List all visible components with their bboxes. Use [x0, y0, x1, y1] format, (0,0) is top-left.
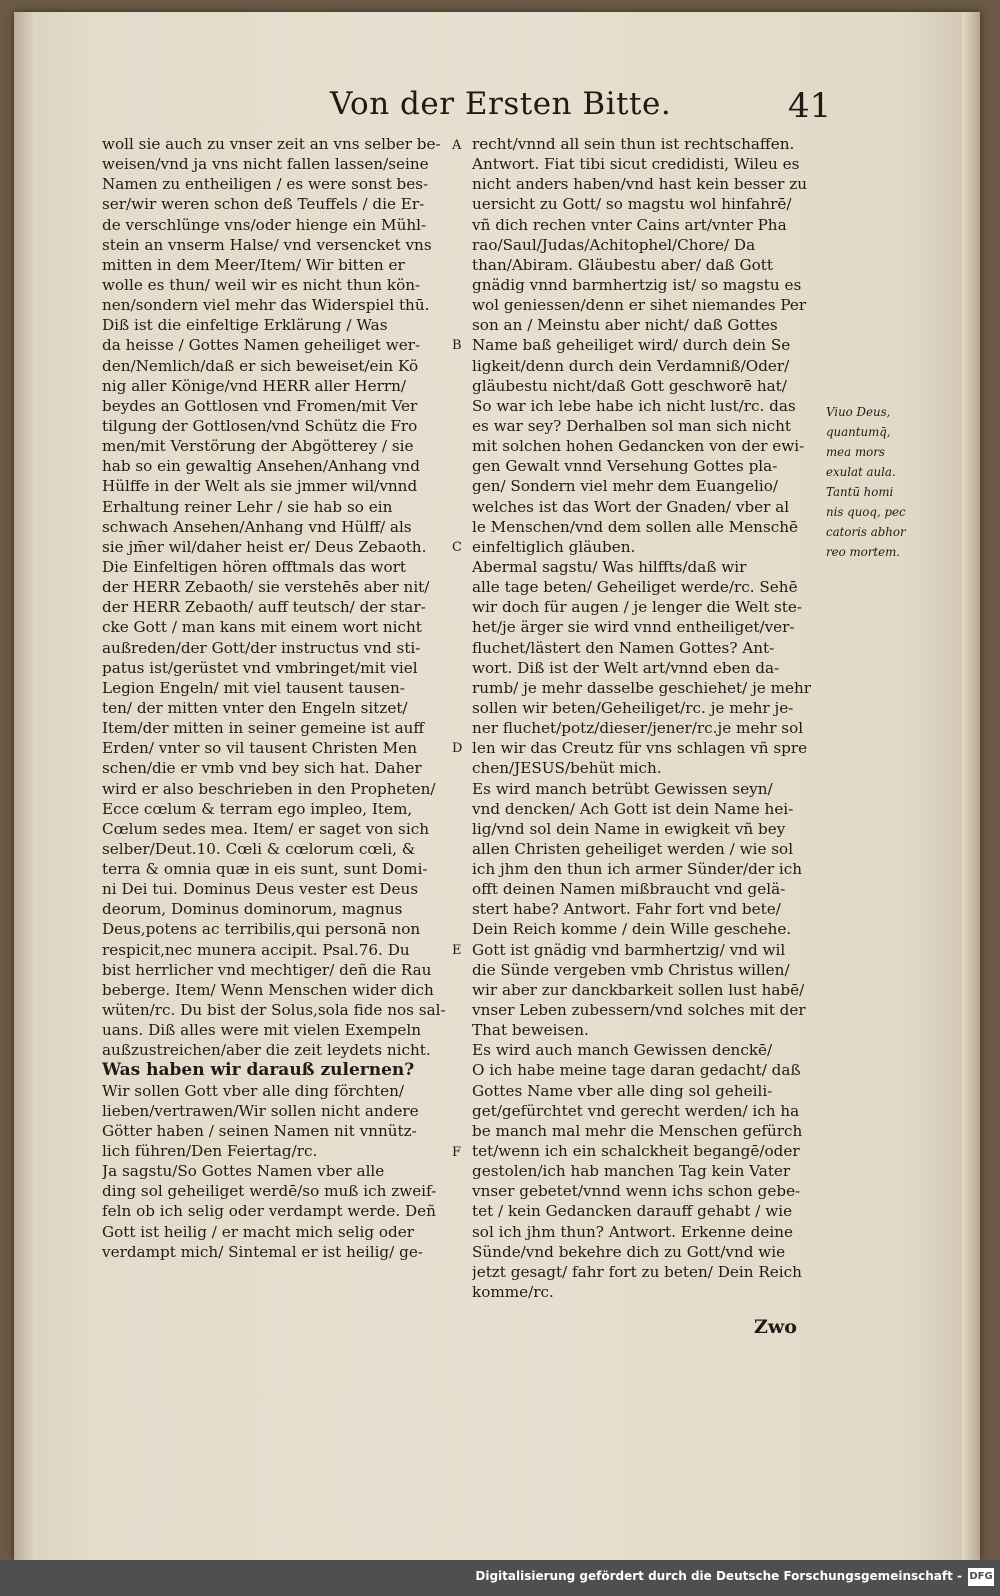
text-line: sie jm̄er wil/daher heist er/ Deus Zebaoth.	[102, 537, 427, 556]
text-line: nig aller Könige/vnd HERR aller Herrn/	[102, 376, 407, 395]
text-line: wir aber zur danckbarkeit sollen lust habē/	[472, 980, 805, 999]
text-line: der HERR Zebaoth/ sie verstehēs aber nit/	[102, 578, 430, 597]
page-edge	[962, 12, 980, 1560]
text-line: So war ich lebe habe ich nicht lust/rc. das	[472, 396, 796, 415]
text-line: komme/rc.	[472, 1283, 554, 1302]
margin-note-line: Tantū homi	[826, 485, 894, 499]
text-line: Dein Reich komme / dein Wille geschehe.	[472, 920, 792, 939]
text-line: wolle es thun/ weil wir es nicht thun kön-	[102, 275, 421, 294]
text-line: Götter haben / seinen Namen nit vnnütz-	[102, 1121, 417, 1140]
text-line: Ecce cœlum & terram ego impleo, Item,	[102, 799, 413, 818]
text-line: de verschlünge vns/oder hienge ein Mühl-	[102, 215, 427, 234]
text-line: gen/ Sondern viel mehr dem Euangelio/	[472, 477, 779, 496]
text-line: offt deinen Namen mißbraucht vnd gelä-	[472, 880, 786, 899]
text-line: ner fluchet/potz/dieser/jener/rc.je mehr sol	[472, 719, 804, 738]
text-line: ding sol geheiliget werdē/so muß ich zweif-	[102, 1182, 437, 1201]
text-line: Gott ist heilig / er macht mich selig oder	[102, 1222, 415, 1241]
text-line: Ja sagstu/So Gottes Namen vber alle	[102, 1162, 385, 1181]
text-line: Die Einfeltigen hören offtmals das wort	[102, 557, 406, 576]
text-line: vnd dencken/ Ach Gott ist dein Name hei-	[472, 799, 794, 818]
text-line: Gottes Name vber alle ding sol geheili-	[472, 1081, 773, 1100]
margin-note-line: Viuo Deus,	[826, 405, 891, 419]
text-line: wir doch für augen / je lenger die Welt ste-	[472, 598, 803, 617]
text-line: wort. Diß ist der Welt art/vnnd eben da-	[472, 658, 780, 677]
text-line: ten/ der mitten vnter den Engeln sitzet/	[102, 698, 408, 717]
text-line: selber/Deut.10. Cœli & cœlorum cœli, &	[102, 839, 416, 858]
section-marker-a: A	[452, 138, 462, 153]
text-line: Erden/ vnter so vil tausent Christen Men	[102, 739, 417, 758]
text-line: Deus,potens ac terribilis,qui personā non	[102, 920, 421, 939]
margin-note-line: quantumq̄,	[826, 425, 891, 439]
text-line: recht/vnnd all sein thun ist rechtschaffen.	[472, 135, 795, 153]
text-line: sol ich jhm thun? Antwort. Erkenne deine	[472, 1222, 793, 1241]
text-line: welches ist das Wort der Gnaden/ vber al	[472, 497, 790, 516]
text-line: wird er also beschrieben in den Propheten/	[102, 779, 436, 798]
text-line: lich führen/Den Feiertag/rc.	[102, 1142, 318, 1161]
text-line: weisen/vnd ja vns nicht fallen lassen/seine	[102, 155, 429, 174]
text-line: rao/Saul/Judas/Achitophel/Chore/ Da	[472, 235, 756, 254]
text-line: es war sey? Derhalben sol man sich nicht	[472, 416, 792, 435]
text-line: allen Christen geheiliget werden / wie sol	[472, 839, 794, 858]
text-line: sollen wir beten/Geheiliget/rc. je mehr je-	[472, 698, 794, 717]
text-line: feln ob ich selig oder verdampt werde. Deñ	[102, 1202, 436, 1221]
section-marker-b: B	[452, 338, 462, 353]
text-line: uersicht zu Gott/ so magstu wol hinfahrē/	[472, 195, 792, 214]
text-line: uans. Diß alles were mit vielen Exempeln	[102, 1021, 421, 1040]
margin-note-line: reo mortem.	[826, 545, 901, 559]
text-line: der HERR Zebaoth/ auff teutsch/ der star-	[102, 598, 426, 617]
text-line: Legion Engeln/ mit viel tausent tausen-	[102, 678, 405, 697]
text-line: Sünde/vnd bekehre dich zu Gott/vnd wie	[472, 1242, 786, 1261]
text-line: schen/die er vmb vnd bey sich hat. Daher	[102, 759, 422, 778]
text-line: vnser Leben zubessern/vnd solches mit der	[472, 1001, 806, 1020]
text-line: Hülffe in der Welt als sie jmmer wil/vnnd	[102, 477, 418, 496]
text-line: wüten/rc. Du bist der Solus,sola fide nos sal-	[102, 1001, 446, 1020]
margin-note-line: exulat aula.	[826, 465, 896, 479]
text-line: ligkeit/denn durch dein Verdamniß/Oder/	[472, 356, 790, 375]
text-line: That beweisen.	[472, 1021, 589, 1040]
footer-bar	[0, 1560, 1000, 1596]
text-line: ser/wir weren schon deß Teuffels / die Er-	[102, 195, 425, 214]
text-line: vnser gebetet/vnnd wenn ichs schon gebe-	[472, 1182, 801, 1201]
catchword: Zwo	[754, 1316, 797, 1338]
text-line: terra & omnia quæ in eis sunt, sunt Domi-	[102, 860, 428, 879]
text-line: nicht anders haben/vnd hast kein besser zu	[472, 175, 808, 194]
text-line: Cœlum sedes mea. Item/ er saget von sich	[102, 819, 429, 838]
text-line: außzustreichen/aber die zeit leydets nicht.	[102, 1041, 431, 1060]
text-line: le Menschen/vnd dem sollen alle Menschē	[472, 517, 799, 536]
text-line: cke Gott / man kans mit einem wort nicht	[102, 618, 422, 637]
text-line: mit solchen hohen Gedancken von der ewi-	[472, 437, 805, 456]
text-line: Wir sollen Gott vber alle ding förchten/	[102, 1081, 405, 1100]
text-line: Es wird auch manch Gewissen denckē/	[472, 1041, 773, 1060]
text-line: Item/der mitten in seiner gemeine ist auff	[102, 719, 425, 738]
text-line: gestolen/ich hab manchen Tag kein Vater	[472, 1162, 791, 1181]
text-line: hab so ein gewaltig Ansehen/Anhang vnd	[102, 457, 420, 476]
section-marker-f: F	[452, 1145, 462, 1160]
text-line: Erhaltung reiner Lehr / sie hab so ein	[102, 497, 393, 516]
text-line: het/je ärger sie wird vnnd entheiliget/ver-	[472, 618, 795, 637]
page-number: 41	[788, 86, 832, 126]
text-line: son an / Meinstu aber nicht/ daß Gottes	[472, 316, 778, 335]
margin-note	[826, 402, 918, 562]
text-line: einfeltiglich gläuben.	[472, 537, 636, 556]
text-line: nen/sondern viel mehr das Widerspiel thū.	[102, 296, 430, 315]
left-text-column	[102, 134, 447, 1262]
text-line: Diß ist die einfeltige Erklärung / Was	[102, 316, 388, 335]
margin-note-line: mea mors	[826, 445, 885, 459]
section-marker-c: C	[452, 540, 462, 555]
section-marker-e: E	[452, 943, 462, 958]
text-line: ni Dei tui. Dominus Deus vester est Deus	[102, 880, 419, 899]
text-line: Abermal sagstu/ Was hilffts/daß wir	[472, 557, 747, 576]
text-line: woll sie auch zu vnser zeit an vns selber be-	[102, 135, 441, 153]
text-line: respicit,nec munera accipit. Psal.76. Du	[102, 940, 410, 959]
text-line: jetzt gesagt/ fahr fort zu beten/ Dein Reich	[472, 1262, 802, 1281]
footer-credit: Digitalisierung gefördert durch die Deutsche Forschungsgemeinschaft -	[475, 1569, 962, 1583]
text-line: Namen zu entheiligen / es were sonst bes-	[102, 175, 429, 194]
text-line: vñ dich rechen vnter Cains art/vnter Pha	[472, 215, 787, 234]
text-line: Es wird manch betrübt Gewissen seyn/	[472, 779, 773, 798]
text-line: patus ist/gerüstet vnd vmbringet/mit viel	[102, 658, 418, 677]
text-line: ich jhm den thun ich armer Sünder/der ich	[472, 860, 803, 879]
text-line: mitten in dem Meer/Item/ Wir bitten er	[102, 255, 405, 274]
text-line: wol geniessen/denn er sihet niemandes Per	[472, 296, 807, 315]
text-line: tet / kein Gedancken darauff gehabt / wie	[472, 1202, 793, 1221]
text-line: gen Gewalt vnnd Versehung Gottes pla-	[472, 457, 778, 476]
text-line: tilgung der Gottlosen/vnd Schütz die Fro	[102, 416, 418, 435]
text-line: than/Abiram. Gläubestu aber/ daß Gott	[472, 255, 773, 274]
text-line: beydes an Gottlosen vnd Fromen/mit Ver	[102, 396, 418, 415]
text-line: tet/wenn ich ein schalckheit begangē/oder	[472, 1142, 800, 1161]
text-line: men/mit Verstörung der Abgötterey / sie	[102, 437, 414, 456]
text-line: get/gefürchtet vnd gerecht werden/ ich ha	[472, 1101, 800, 1120]
text-line: beberge. Item/ Wenn Menschen wider dich	[102, 980, 434, 999]
margin-note-line: catoris abhor	[826, 525, 906, 539]
text-line: Antwort. Fiat tibi sicut credidisti, Wileu es	[472, 155, 800, 174]
text-line: Name baß geheiliget wird/ durch dein Se	[472, 336, 791, 355]
text-line: rumb/ je mehr dasselbe geschiehet/ je mehr	[472, 678, 812, 697]
dfg-logo: DFG	[968, 1568, 994, 1586]
text-line: chen/JESUS/behüt mich.	[472, 759, 662, 778]
text-line: den/Nemlich/daß er sich beweiset/ein Kö	[102, 356, 419, 375]
text-line: deorum, Dominus dominorum, magnus	[102, 900, 403, 919]
text-line: alle tage beten/ Geheiliget werde/rc. Sehē	[472, 578, 798, 597]
text-line: fluchet/lästert den Namen Gottes? Ant-	[472, 638, 775, 657]
text-line: verdampt mich/ Sintemal er ist heilig/ ge-	[102, 1242, 423, 1261]
section-marker-d: D	[452, 741, 463, 756]
text-line: stert habe? Antwort. Fahr fort vnd bete/	[472, 900, 781, 919]
text-line: lig/vnd sol dein Name in ewigkeit vñ bey	[472, 819, 786, 838]
text-line: da heisse / Gottes Namen geheiliget wer-	[102, 336, 421, 355]
page-gutter	[14, 12, 36, 1560]
margin-note-line: nis quoq, pec	[826, 505, 906, 519]
right-text-column	[472, 134, 822, 1302]
text-line: gläubestu nicht/daß Gott geschworē hat/	[472, 376, 787, 395]
text-line: bist herrlicher vnd mechtiger/ deñ die Rau	[102, 960, 432, 979]
text-line: be manch mal mehr die Menschen gefürch	[472, 1121, 803, 1140]
text-line: len wir das Creutz für vns schlagen vñ spre	[472, 739, 808, 758]
text-line: O ich habe meine tage daran gedacht/ daß	[472, 1061, 801, 1080]
text-line: stein an vnserm Halse/ vnd versencket vns	[102, 235, 432, 254]
text-line: Gott ist gnädig vnd barmhertzig/ vnd wil	[472, 940, 786, 959]
running-title: Von der Ersten Bitte.	[330, 86, 672, 122]
text-line: gnädig vnnd barmhertzig ist/ so magstu es	[472, 275, 802, 294]
text-line: Was haben wir darauß zulernen?	[102, 1060, 415, 1081]
text-line: die Sünde vergeben vmb Christus willen/	[472, 960, 790, 979]
text-line: außreden/der Gott/der instructus vnd sti-	[102, 638, 421, 657]
text-line: lieben/vertrawen/Wir sollen nicht andere	[102, 1101, 419, 1120]
text-line: schwach Ansehen/Anhang vnd Hülff/ als	[102, 517, 412, 536]
